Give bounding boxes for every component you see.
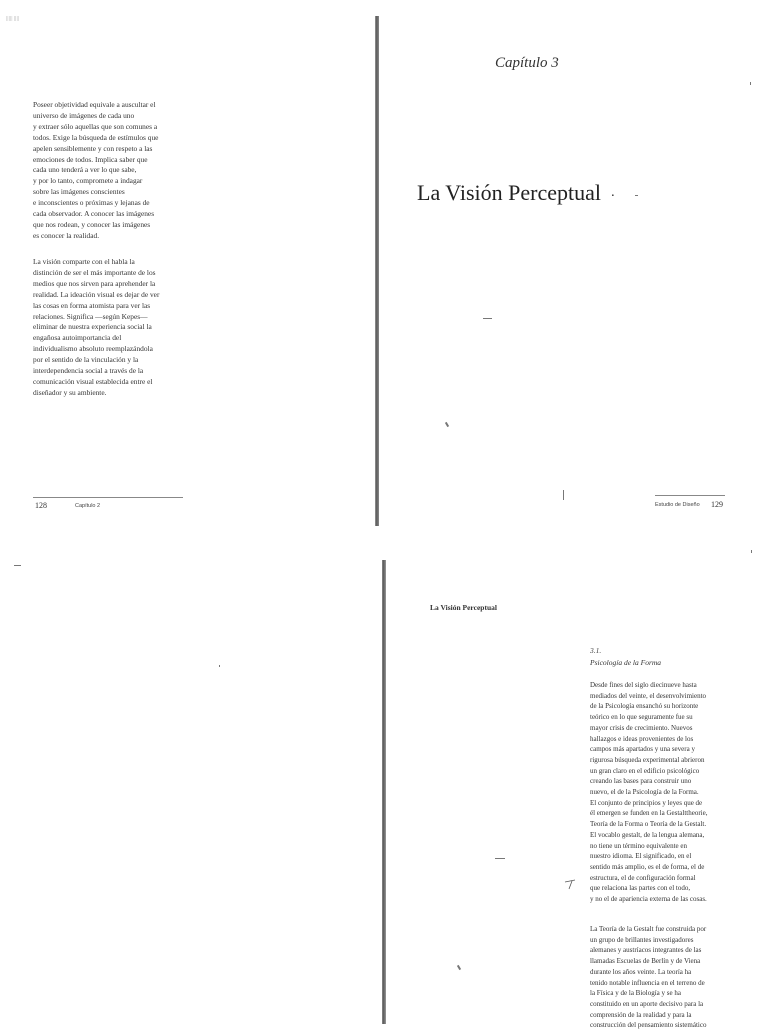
text-line: mediados del veinte, el desenvolvimiento <box>590 691 707 700</box>
text-line: e inconscientes o próximas y lejanas de <box>33 198 150 208</box>
text-line: sobre las imágenes conscientes <box>33 187 125 197</box>
scan-speck <box>495 858 505 859</box>
text-line: mayor crisis de crecimiento. Nuevos <box>590 723 693 732</box>
scan-speck <box>750 82 751 85</box>
scan-speck <box>751 550 752 553</box>
body-paragraph-2 <box>590 924 750 1031</box>
text-line: medios que nos sirven para aprehender la <box>33 278 156 288</box>
text-line: cada observador. A conocer las imágenes <box>33 209 155 219</box>
text-line: las cosas en forma atomista para ver las <box>33 300 151 310</box>
chapter-title <box>417 180 615 206</box>
text-line: creando las bases para construir uno <box>590 777 692 786</box>
text-line: comunicación visual establecida entre el <box>33 376 153 386</box>
text-line: Desde fines del siglo diecinueve hasta <box>590 681 697 689</box>
page-number-left: 128 <box>35 501 47 510</box>
text-line: El conjunto de principios y leyes que de <box>590 798 703 807</box>
chapter-title-text: La Visión Perceptual <box>417 180 602 205</box>
pen-mark <box>564 876 578 890</box>
text-line: no tiene un término equivalente en <box>590 841 687 850</box>
text-line: es conocer la realidad. <box>33 230 100 240</box>
text-line: tenido notable influencia en el terreno de <box>590 978 705 987</box>
scan-marker: ||||| |||| <box>6 16 20 22</box>
text-line: Poseer objetividad equivale a auscultar el <box>33 100 156 109</box>
text-line: de la Psicología ensanchó su horizonte <box>590 702 699 711</box>
text-line: comprensión de la realidad y para la <box>590 1010 692 1019</box>
text-line: diseñador y su ambiente. <box>33 387 107 397</box>
text-line: por el sentido de la vinculación y la <box>33 355 139 365</box>
text-line: nuestro idioma. El significado, en el <box>590 852 692 861</box>
scan-speck <box>219 665 220 667</box>
text-line: individualismo absoluto reemplazándola <box>33 344 153 354</box>
text-line: sentido más amplio, es el de forma, el de <box>590 862 705 871</box>
scan-speck <box>457 965 461 970</box>
text-line: eliminar de nuestra experiencia social la <box>33 322 152 332</box>
text-line: que relaciona las partes con el todo, <box>590 884 691 893</box>
text-line: y no el de apariencia externa de las cosas. <box>590 895 707 904</box>
text-line: él emergen se funden en la Gestalttheorie, <box>590 809 708 818</box>
text-line: y por lo tanto, compromete a indagar <box>33 176 143 186</box>
text-line: campos más apartados y una severa y <box>590 745 695 754</box>
book-gutter-bottom <box>382 560 386 1024</box>
text-line: distinción de ser el más importante de los <box>33 267 156 277</box>
text-line: La visión comparte con el habla la <box>33 257 135 266</box>
text-line: La Teoría de la Gestalt fue construida por <box>590 925 707 933</box>
text-line: alemanes y austríacos integrantes de las <box>590 946 702 955</box>
text-line: apelen sensiblemente y con respeto a las <box>33 143 153 153</box>
text-line: durante los años veinte. La teoría ha <box>590 967 692 976</box>
footer-rule-right <box>655 495 725 496</box>
intro-paragraph-2 <box>33 257 193 399</box>
text-line: un grupo de brillantes investigadores <box>590 935 694 944</box>
intro-paragraph-1 <box>33 100 193 242</box>
text-line: estructura, el de configuración formal <box>590 873 696 882</box>
body-paragraph-1 <box>590 680 750 905</box>
text-line: llamadas Escuelas de Berlín y de Viena <box>590 957 701 966</box>
text-line: relaciones. Significa —según Kepes— <box>33 311 148 321</box>
running-head: La Visión Perceptual <box>430 603 497 612</box>
text-line: que nos rodean, y conocer las imágenes <box>33 219 151 229</box>
scan-speck <box>563 490 564 500</box>
text-line: Teoría de la Forma o Teoría de la Gestalt. <box>590 820 707 829</box>
text-line: constituido en un aporte decisivo para la <box>590 999 704 1008</box>
text-line: construcción del pensamiento sistemático <box>590 1021 707 1030</box>
text-line: realidad. La ideación visual es dejar de ver <box>33 289 160 299</box>
text-line: hallazgos e ideas provenientes de los <box>590 734 694 743</box>
page-number-right: 129 <box>711 500 723 509</box>
text-line: interdependencia social a través de la <box>33 366 144 376</box>
running-foot-left: Capítulo 2 <box>75 503 101 509</box>
footer-rule-left <box>33 497 183 498</box>
section-number: 3.1. <box>590 646 602 655</box>
text-line: emociones de todos. Implica saber que <box>33 154 148 164</box>
scan-speck <box>445 422 449 427</box>
text-line: El vocablo gestalt, de la lengua alemana, <box>590 830 705 839</box>
text-line: engañosa autoimportancia del <box>33 333 122 343</box>
text-line: nuevo, el de la Psicología de la Forma. <box>590 788 699 797</box>
text-line: universo de imágenes de cada uno <box>33 110 135 120</box>
text-line: cada uno tenderá a ver lo que sabe, <box>33 165 137 175</box>
running-foot-right: Estudio de Diseño <box>655 502 700 508</box>
text-line: teórico en lo que seguramente fue su <box>590 713 693 722</box>
text-line: todos. Exige la búsqueda de estímulos que <box>33 132 159 142</box>
text-line: la Física y de la Biología y se ha <box>590 989 681 998</box>
book-gutter-top <box>375 16 379 526</box>
chapter-label: Capítulo 3 <box>495 55 559 71</box>
scan-speck <box>14 565 21 566</box>
text-line: un gran claro en el edificio psicológico <box>590 766 700 775</box>
scan-speck <box>635 195 638 196</box>
text-line: rigurosa búsqueda experimental abrieron <box>590 755 705 764</box>
text-line: y extraer sólo aquellas que son comunes a <box>33 121 158 131</box>
section-title: Psicología de la Forma <box>590 658 662 667</box>
chapter-title-mark: · <box>610 189 616 204</box>
scan-speck <box>483 318 492 319</box>
